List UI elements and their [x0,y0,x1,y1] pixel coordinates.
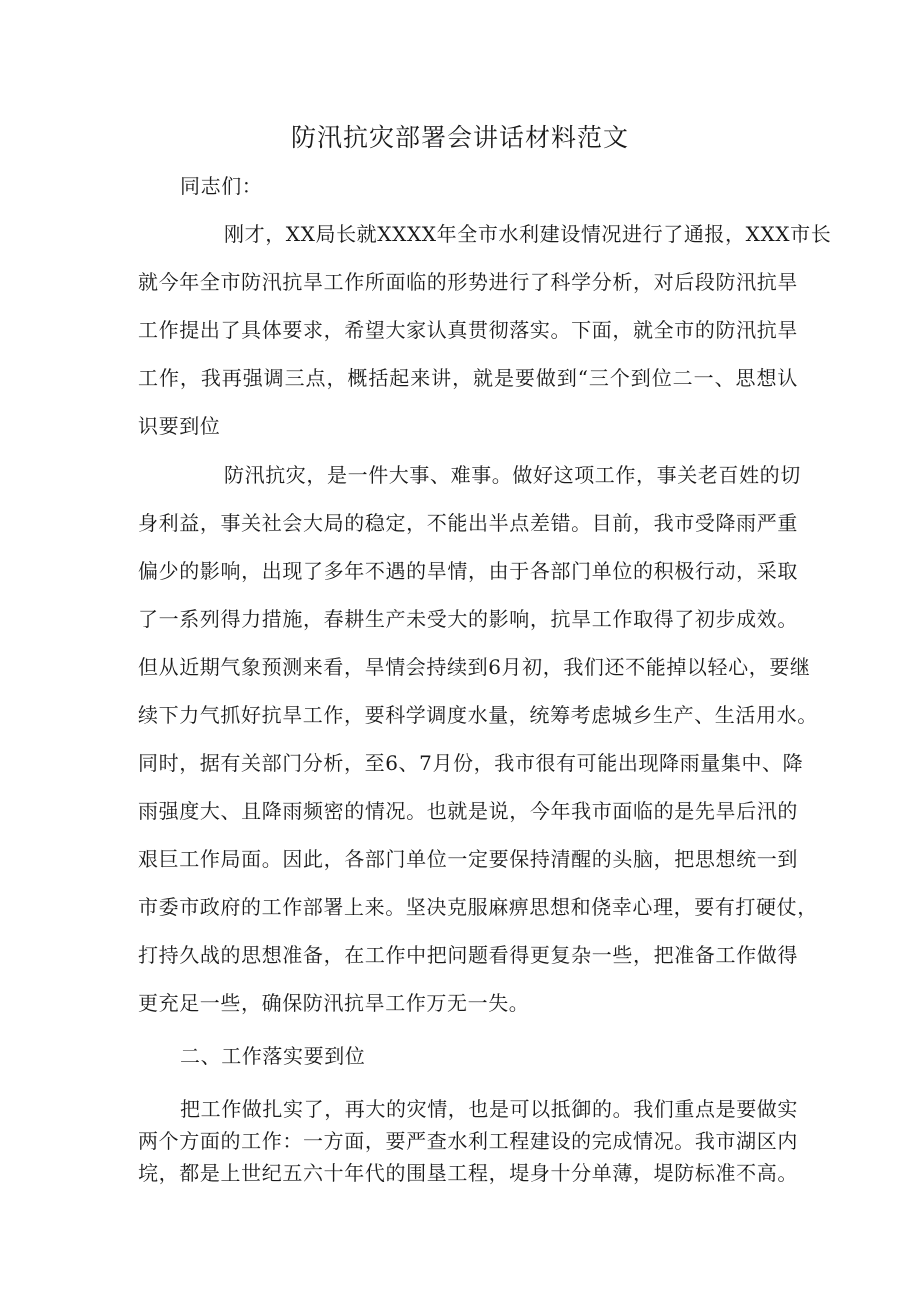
section1-line-5: 但从近期气象预测来看，旱情会持续到6月初，我们还不能掉以轻心，要继 [138,655,811,679]
intro-line-3: 工作提出了具体要求，希望大家认真贯彻落实。下面，就全市的防汛抗旱 [138,318,798,342]
intro-line-2: 就今年全市防汛抗旱工作所面临的形势进行了科学分析，对后段防汛抗旱 [138,270,798,294]
section1-line-4: 了一系列得力措施，春耕生产未受大的影响，抗旱工作取得了初步成效。 [138,607,798,631]
section2-line-1: 把工作做扎实了，再大的灾情，也是可以抵御的。我们重点是要做实 [180,1097,798,1121]
section1-line-1: 防汛抗灾，是一件大事、难事。做好这项工作，事关老百姓的切 [224,463,801,487]
section2-heading: 二、工作落实要到位 [180,1044,366,1068]
section1-line-2: 身利益，事关社会大局的稳定，不能出半点差错。目前，我市受降雨严重 [138,511,798,535]
section1-line-10: 市委市政府的工作部署上来。坚决克服麻痹思想和侥幸心理，要有打硬仗， [138,895,818,919]
intro-line-5: 识要到位 [138,414,221,438]
section1-line-7: 同时，据有关部门分析，至6、7月份，我市很有可能出现降雨量集中、降 [138,751,804,775]
section1-line-12: 更充足一些，确保防汛抗旱工作万无一失。 [138,991,530,1015]
section1-line-11: 打持久战的思想准备，在工作中把问题看得更复杂一些，把准备工作做得 [138,943,798,967]
salutation: 同志们： [180,174,263,198]
section2-line-3: 垸，都是上世纪五六十年代的围垦工程，堤身十分单薄，堤防标准不高。 [138,1161,798,1185]
section1-line-8: 雨强度大、且降雨频密的情况。也就是说，今年我市面临的是先旱后汛的 [138,799,798,823]
intro-line-4: 工作，我再强调三点，概括起来讲，就是要做到“三个到位二一、思想认 [138,366,798,390]
section1-line-9: 艰巨工作局面。因此，各部门单位一定要保持清醒的头脑，把思想统一到 [138,847,798,871]
section1-line-3: 偏少的影响，出现了多年不遇的旱情，由于各部门单位的积极行动，采取 [138,559,798,583]
intro-line-1: 刚才，XX局长就XXXX年全市水利建设情况进行了通报，XXX市长 [224,222,832,246]
section2-line-2: 两个方面的工作：一方面，要严查水利工程建设的完成情况。我市湖区内 [138,1129,798,1153]
document-title: 防汛抗灾部署会讲话材料范文 [290,123,629,152]
section1-line-6: 续下力气抓好抗旱工作，要科学调度水量，统筹考虑城乡生产、生活用水。 [138,703,818,727]
